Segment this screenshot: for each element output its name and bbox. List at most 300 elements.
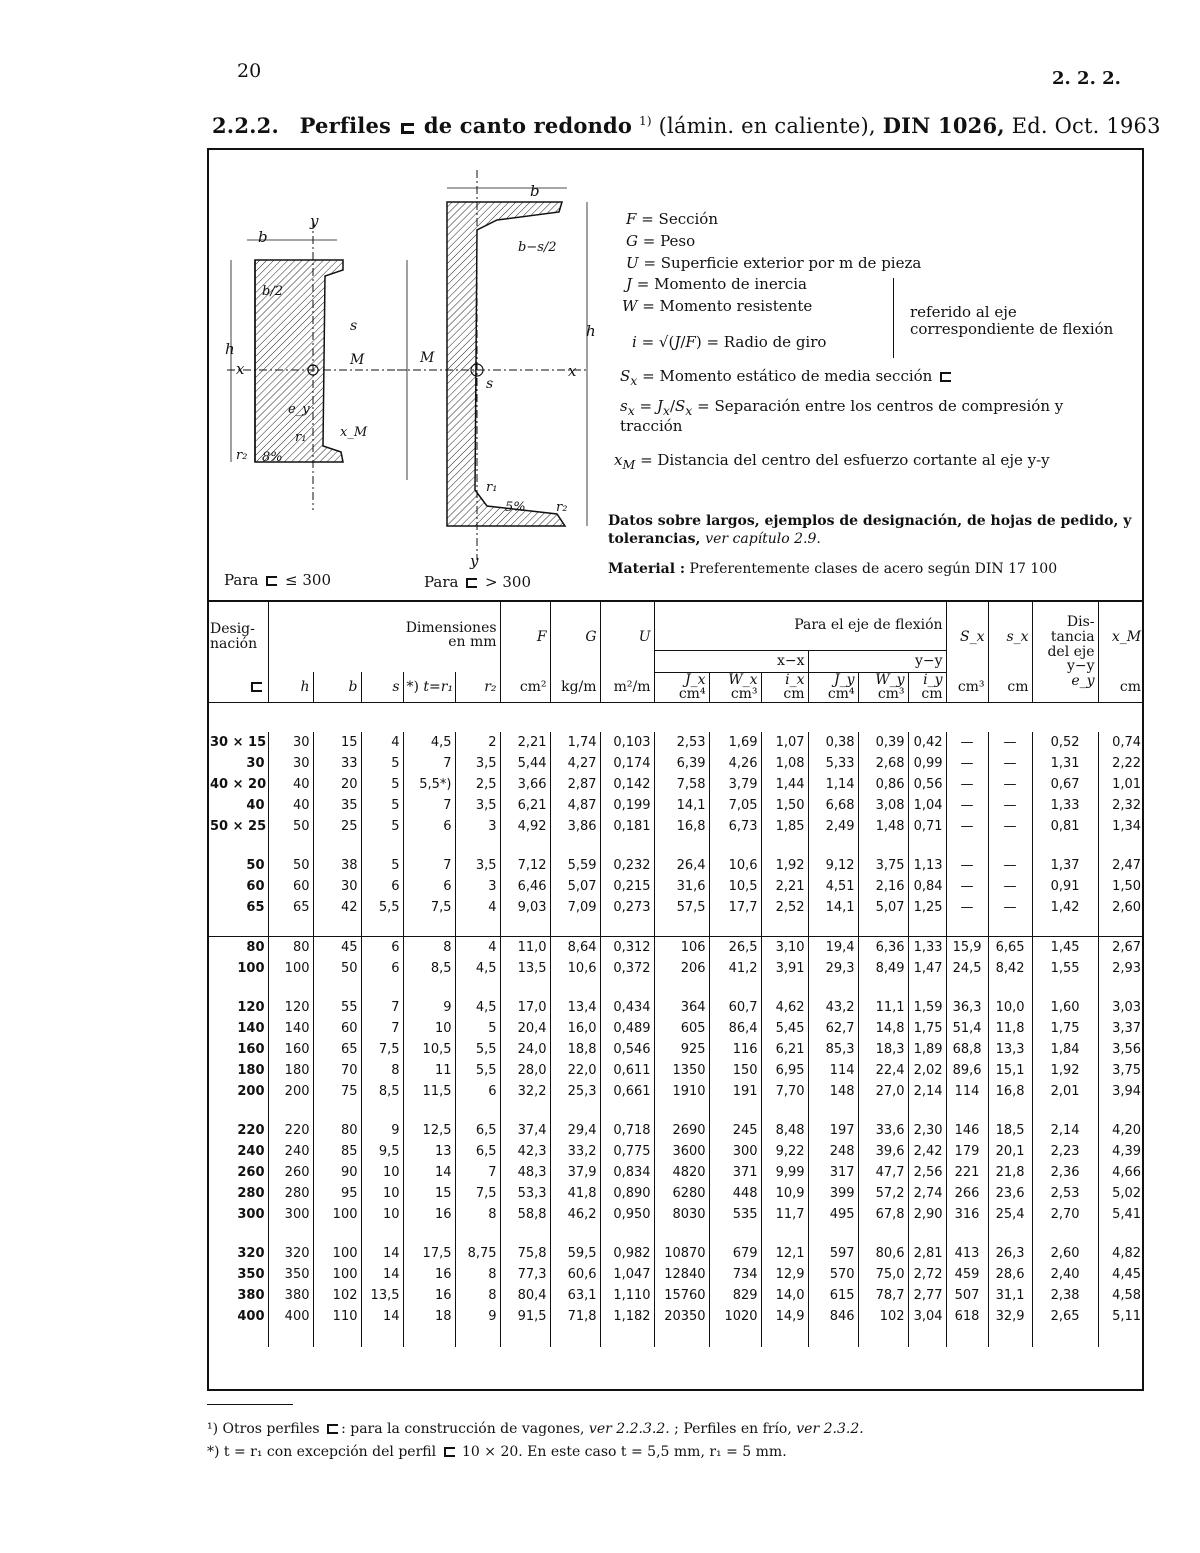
header-iy: i_y cm — [908, 672, 946, 702]
cell-h: 50 — [268, 816, 313, 837]
cell-U: 0,232 — [600, 855, 654, 876]
cell-Wx: 10,6 — [709, 855, 761, 876]
cell-b: 90 — [313, 1162, 361, 1183]
cell-h: 240 — [268, 1141, 313, 1162]
cell-ey: 2,53 — [1032, 1183, 1098, 1204]
cell-sx: 8,42 — [988, 958, 1032, 979]
cell-xM: 2,32 — [1098, 795, 1144, 816]
cell-t: 15 — [403, 1183, 455, 1204]
cell-Wy: 18,3 — [858, 1039, 908, 1060]
cell-iy: 2,90 — [908, 1204, 946, 1225]
cell-r2: 5,5 — [455, 1060, 500, 1081]
table-row — [207, 1018, 1144, 1039]
cell-s: 14 — [361, 1306, 403, 1327]
cell-h: 160 — [268, 1039, 313, 1060]
cell-designation: 200 — [237, 1084, 265, 1100]
cell-h: 30 — [268, 732, 313, 753]
cell-s: 5 — [361, 795, 403, 816]
cell-s: 5,5 — [361, 897, 403, 918]
cell-Jx: 10870 — [654, 1243, 709, 1264]
table-row — [207, 1162, 1144, 1183]
cell-Sx: — — [946, 774, 988, 795]
cell-ix: 1,92 — [761, 855, 808, 876]
label-y-small: y — [310, 212, 319, 230]
cell-ix: 3,10 — [761, 937, 808, 959]
table-row — [207, 997, 1144, 1018]
header-distancia: Dis- tancia del eje y−y e_y — [1032, 602, 1098, 702]
group-spacer — [207, 1102, 1144, 1120]
cell-G: 2,87 — [550, 774, 600, 795]
cell-Jx: 925 — [654, 1039, 709, 1060]
cell-Jx: 6280 — [654, 1183, 709, 1204]
cell-Jx: 1910 — [654, 1081, 709, 1102]
header-Sx: S_x — [946, 602, 988, 672]
cell-t: 8,5 — [403, 958, 455, 979]
legend-datos: Datos sobre largos, ejemplos de designación, de hojas de pedido, y tolerancias, ver capítulo 2.9. — [608, 513, 1132, 547]
cell-t: 17,5 — [403, 1243, 455, 1264]
cell-G: 10,6 — [550, 958, 600, 979]
unit-xM: cm — [1098, 672, 1144, 702]
cell-G: 41,8 — [550, 1183, 600, 1204]
cell-Wy: 47,7 — [858, 1162, 908, 1183]
table-row — [207, 1204, 1144, 1225]
cell-F: 53,3 — [500, 1183, 550, 1204]
cell-Wx: 6,73 — [709, 816, 761, 837]
cell-ey: 2,38 — [1032, 1285, 1098, 1306]
cell-ey: 2,70 — [1032, 1204, 1098, 1225]
cell-iy: 2,42 — [908, 1141, 946, 1162]
cell-s: 14 — [361, 1264, 403, 1285]
cell-Wy: 3,75 — [858, 855, 908, 876]
cell-Jy: 14,1 — [808, 897, 858, 918]
cell-F: 20,4 — [500, 1018, 550, 1039]
cell-Wy: 0,86 — [858, 774, 908, 795]
cell-G: 13,4 — [550, 997, 600, 1018]
cell-t: 11 — [403, 1060, 455, 1081]
cell-sx: 32,9 — [988, 1306, 1032, 1327]
caption-large — [424, 573, 531, 591]
cell-Sx: 51,4 — [946, 1018, 988, 1039]
cell-s: 4 — [361, 732, 403, 753]
cell-Wx: 734 — [709, 1264, 761, 1285]
label-slope5: 5% — [505, 500, 526, 515]
cell-t: 18 — [403, 1306, 455, 1327]
caption-large-prefix: Para — [424, 573, 459, 591]
cell-ix: 9,22 — [761, 1141, 808, 1162]
cell-G: 16,0 — [550, 1018, 600, 1039]
label-m-small: M — [350, 352, 365, 368]
cell-h: 260 — [268, 1162, 313, 1183]
cell-Sx: 15,9 — [946, 937, 988, 959]
cell-xM: 4,39 — [1098, 1141, 1144, 1162]
cell-h: 280 — [268, 1183, 313, 1204]
cell-Jx: 31,6 — [654, 876, 709, 897]
cell-designation: 50 — [246, 858, 265, 874]
table-row — [207, 876, 1144, 897]
cell-ix: 8,48 — [761, 1120, 808, 1141]
cell-sx: — — [988, 774, 1032, 795]
cell-iy: 2,02 — [908, 1060, 946, 1081]
cell-iy: 0,71 — [908, 816, 946, 837]
cell-iy: 1,89 — [908, 1039, 946, 1060]
cell-F: 7,12 — [500, 855, 550, 876]
cell-iy: 3,04 — [908, 1306, 946, 1327]
label-x-small: x — [236, 360, 245, 378]
header-Jx: J_x cm⁴ — [654, 672, 709, 702]
cell-r2: 8,75 — [455, 1243, 500, 1264]
cell-Jx: 15760 — [654, 1285, 709, 1306]
cell-s: 10 — [361, 1183, 403, 1204]
cell-iy: 1,47 — [908, 958, 946, 979]
cell-Jx: 12840 — [654, 1264, 709, 1285]
cell-Wx: 535 — [709, 1204, 761, 1225]
cell-U: 0,215 — [600, 876, 654, 897]
cell-Sx: 316 — [946, 1204, 988, 1225]
cell-xM: 0,74 — [1098, 732, 1144, 753]
cell-Jy: 62,7 — [808, 1018, 858, 1039]
cell-Wy: 6,36 — [858, 937, 908, 959]
cell-F: 77,3 — [500, 1264, 550, 1285]
cell-s: 6 — [361, 958, 403, 979]
cell-F: 28,0 — [500, 1060, 550, 1081]
cell-Wx: 448 — [709, 1183, 761, 1204]
cell-Wy: 2,68 — [858, 753, 908, 774]
cell-iy: 2,74 — [908, 1183, 946, 1204]
cell-Jx: 8030 — [654, 1204, 709, 1225]
cell-t: 7 — [403, 855, 455, 876]
channel-icon — [266, 576, 277, 586]
cell-Wy: 75,0 — [858, 1264, 908, 1285]
cell-h: 120 — [268, 997, 313, 1018]
header-flexion: Para el eje de flexión — [654, 602, 946, 650]
title-edition: Ed. Oct. 1963 — [1011, 114, 1161, 138]
cell-sx: 10,0 — [988, 997, 1032, 1018]
cell-r2: 5 — [455, 1018, 500, 1039]
cell-Wx: 679 — [709, 1243, 761, 1264]
cell-b: 15 — [313, 732, 361, 753]
legend-datos-ref: ver capítulo 2.9. — [705, 530, 821, 547]
unit-Sx: cm³ — [946, 672, 988, 702]
cell-Jy: 29,3 — [808, 958, 858, 979]
cell-ix: 12,9 — [761, 1264, 808, 1285]
cell-ix: 7,70 — [761, 1081, 808, 1102]
cell-b: 42 — [313, 897, 361, 918]
cell-Wy: 14,8 — [858, 1018, 908, 1039]
cell-ix: 2,52 — [761, 897, 808, 918]
cell-b: 110 — [313, 1306, 361, 1327]
cell-G: 71,8 — [550, 1306, 600, 1327]
unit-U: m²/m — [600, 672, 654, 702]
cell-Jy: 4,51 — [808, 876, 858, 897]
cell-ey: 1,55 — [1032, 958, 1098, 979]
section-title — [212, 113, 1161, 138]
cell-xM: 5,02 — [1098, 1183, 1144, 1204]
header-xx: x−x — [654, 650, 808, 672]
cell-iy: 2,72 — [908, 1264, 946, 1285]
cell-U: 0,103 — [600, 732, 654, 753]
cell-r2: 7 — [455, 1162, 500, 1183]
cell-Wx: 26,5 — [709, 937, 761, 959]
unit-F: cm² — [500, 672, 550, 702]
table-row — [207, 1120, 1144, 1141]
cell-G: 5,59 — [550, 855, 600, 876]
cell-Jx: 3600 — [654, 1141, 709, 1162]
cell-Wx: 300 — [709, 1141, 761, 1162]
cell-sx: 13,3 — [988, 1039, 1032, 1060]
cell-Sx: 146 — [946, 1120, 988, 1141]
cell-Sx: 459 — [946, 1264, 988, 1285]
legend-sx: $s_x = J_x/S_x$ = Separación entre los centros de compresión y tracción — [620, 397, 1064, 436]
cell-t: 12,5 — [403, 1120, 455, 1141]
cell-iy: 1,33 — [908, 937, 946, 959]
cell-Sx: 89,6 — [946, 1060, 988, 1081]
cell-t: 8 — [403, 937, 455, 959]
cell-iy: 2,77 — [908, 1285, 946, 1306]
cell-F: 11,0 — [500, 937, 550, 959]
cell-r2: 8 — [455, 1285, 500, 1306]
label-b-large: b — [530, 182, 540, 200]
header-F: F — [500, 602, 550, 672]
cell-h: 80 — [268, 937, 313, 959]
cell-G: 7,09 — [550, 897, 600, 918]
cell-Wy: 0,39 — [858, 732, 908, 753]
cell-Jy: 197 — [808, 1120, 858, 1141]
group-spacer — [207, 837, 1144, 855]
caption-large-value: > 300 — [485, 573, 532, 591]
cell-ix: 1,08 — [761, 753, 808, 774]
header-Wy: W_y cm³ — [858, 672, 908, 702]
cell-h: 320 — [268, 1243, 313, 1264]
cell-h: 220 — [268, 1120, 313, 1141]
cell-iy: 1,25 — [908, 897, 946, 918]
cell-r2: 2,5 — [455, 774, 500, 795]
cell-Wx: 3,79 — [709, 774, 761, 795]
cell-U: 0,174 — [600, 753, 654, 774]
cell-xM: 2,93 — [1098, 958, 1144, 979]
cell-b: 100 — [313, 1243, 361, 1264]
cell-s: 13,5 — [361, 1285, 403, 1306]
group-spacer — [207, 1225, 1144, 1243]
cell-ix: 1,85 — [761, 816, 808, 837]
cell-h: 140 — [268, 1018, 313, 1039]
group-spacer — [207, 918, 1144, 937]
cell-Sx: 36,3 — [946, 997, 988, 1018]
cell-s: 5 — [361, 855, 403, 876]
cell-h: 50 — [268, 855, 313, 876]
table-row — [207, 1306, 1144, 1327]
label-r1-small: r₁ — [295, 430, 307, 445]
label-m-large: M — [420, 350, 435, 366]
cell-Sx: 413 — [946, 1243, 988, 1264]
table-row — [207, 1264, 1144, 1285]
cell-ix: 12,1 — [761, 1243, 808, 1264]
cell-xM: 3,03 — [1098, 997, 1144, 1018]
cell-Wx: 371 — [709, 1162, 761, 1183]
cell-Wx: 17,7 — [709, 897, 761, 918]
cell-G: 59,5 — [550, 1243, 600, 1264]
cell-xM: 3,56 — [1098, 1039, 1144, 1060]
cell-designation: 260 — [237, 1165, 265, 1181]
label-slope8: 8% — [262, 450, 283, 465]
cell-iy: 0,42 — [908, 732, 946, 753]
cell-U: 0,890 — [600, 1183, 654, 1204]
cell-xM: 1,34 — [1098, 816, 1144, 837]
cell-s: 5 — [361, 816, 403, 837]
cell-Jy: 19,4 — [808, 937, 858, 959]
cell-b: 35 — [313, 795, 361, 816]
cell-s: 9 — [361, 1120, 403, 1141]
cell-r2: 5,5 — [455, 1039, 500, 1060]
cell-designation: 380 — [237, 1288, 265, 1304]
cell-G: 3,86 — [550, 816, 600, 837]
cell-Sx: — — [946, 876, 988, 897]
cell-designation: 160 — [237, 1042, 265, 1058]
cell-ey: 1,45 — [1032, 937, 1098, 959]
cell-r2: 8 — [455, 1264, 500, 1285]
table-end-spacer — [207, 1327, 1144, 1347]
cell-U: 0,312 — [600, 937, 654, 959]
cell-Jy: 0,38 — [808, 732, 858, 753]
header-spacer-row — [207, 702, 1144, 732]
label-s-large: s — [486, 376, 494, 392]
cell-U: 1,047 — [600, 1264, 654, 1285]
cell-xM: 1,50 — [1098, 876, 1144, 897]
cell-Jy: 495 — [808, 1204, 858, 1225]
cell-G: 25,3 — [550, 1081, 600, 1102]
cell-designation: 40 × 20 — [210, 777, 267, 793]
cell-b: 65 — [313, 1039, 361, 1060]
cell-U: 0,273 — [600, 897, 654, 918]
cell-iy: 2,30 — [908, 1120, 946, 1141]
cell-U: 1,182 — [600, 1306, 654, 1327]
cell-ix: 9,99 — [761, 1162, 808, 1183]
cell-b: 60 — [313, 1018, 361, 1039]
cell-b: 102 — [313, 1285, 361, 1306]
cell-t: 16 — [403, 1204, 455, 1225]
cell-r2: 3 — [455, 876, 500, 897]
cell-designation: 300 — [237, 1207, 265, 1223]
cell-G: 18,8 — [550, 1039, 600, 1060]
cell-Wy: 67,8 — [858, 1204, 908, 1225]
cell-h: 40 — [268, 774, 313, 795]
cell-t: 11,5 — [403, 1081, 455, 1102]
header-G: G — [550, 602, 600, 672]
header-designacion: Desig- nación — [210, 621, 258, 652]
group-spacer — [207, 979, 1144, 997]
header-Jy: J_y cm⁴ — [808, 672, 858, 702]
cell-b: 100 — [313, 1264, 361, 1285]
cell-sx: — — [988, 855, 1032, 876]
table-header — [207, 602, 1144, 732]
table-row — [207, 1081, 1144, 1102]
cell-G: 37,9 — [550, 1162, 600, 1183]
cell-G: 8,64 — [550, 937, 600, 959]
title-number: 2.2.2. — [212, 113, 279, 138]
label-y-large: y — [470, 552, 479, 570]
cell-G: 22,0 — [550, 1060, 600, 1081]
cell-ey: 1,75 — [1032, 1018, 1098, 1039]
cell-r2: 4,5 — [455, 958, 500, 979]
cell-ey: 2,40 — [1032, 1264, 1098, 1285]
cell-b: 25 — [313, 816, 361, 837]
cell-ey: 0,91 — [1032, 876, 1098, 897]
cell-F: 9,03 — [500, 897, 550, 918]
table-row — [207, 774, 1144, 795]
cell-U: 0,434 — [600, 997, 654, 1018]
cell-F: 6,46 — [500, 876, 550, 897]
cell-b: 45 — [313, 937, 361, 959]
cell-ix: 1,07 — [761, 732, 808, 753]
cell-b: 100 — [313, 1204, 361, 1225]
cell-G: 60,6 — [550, 1264, 600, 1285]
caption-small-value: ≤ 300 — [285, 571, 332, 589]
cell-U: 0,489 — [600, 1018, 654, 1039]
cell-Sx: — — [946, 795, 988, 816]
cell-ix: 5,45 — [761, 1018, 808, 1039]
cell-r2: 3,5 — [455, 795, 500, 816]
page-number: 20 — [237, 60, 262, 82]
cell-ix: 4,62 — [761, 997, 808, 1018]
cell-G: 46,2 — [550, 1204, 600, 1225]
cell-b: 30 — [313, 876, 361, 897]
cell-F: 75,8 — [500, 1243, 550, 1264]
cell-xM: 1,01 — [1098, 774, 1144, 795]
cell-xM: 3,94 — [1098, 1081, 1144, 1102]
cell-xM: 4,45 — [1098, 1264, 1144, 1285]
cell-Sx: 266 — [946, 1183, 988, 1204]
cell-s: 8,5 — [361, 1081, 403, 1102]
cell-r2: 4 — [455, 937, 500, 959]
cell-Wx: 4,26 — [709, 753, 761, 774]
header-dimensiones: Dimensiones en mm — [268, 602, 500, 650]
cell-Sx: 114 — [946, 1081, 988, 1102]
cell-iy: 0,84 — [908, 876, 946, 897]
cell-sx: 6,65 — [988, 937, 1032, 959]
channel-profile-icon — [401, 123, 414, 134]
cell-Jx: 14,1 — [654, 795, 709, 816]
cell-ey: 1,33 — [1032, 795, 1098, 816]
cell-sx: — — [988, 795, 1032, 816]
cell-Jy: 148 — [808, 1081, 858, 1102]
legend-Sx: $S_x$ = Momento estático de media sección — [620, 368, 954, 388]
label-r2-small: r₂ — [236, 448, 248, 463]
cell-ey: 2,01 — [1032, 1081, 1098, 1102]
cell-ix: 6,21 — [761, 1039, 808, 1060]
cell-F: 80,4 — [500, 1285, 550, 1306]
cell-Jx: 20350 — [654, 1306, 709, 1327]
header-t: *) t=r₁ — [403, 672, 455, 702]
label-r1-large: r₁ — [486, 480, 498, 495]
cell-b: 95 — [313, 1183, 361, 1204]
cell-Wx: 245 — [709, 1120, 761, 1141]
title-din: DIN 1026, — [882, 113, 1005, 138]
cell-designation: 400 — [237, 1309, 265, 1325]
cell-Jy: 6,68 — [808, 795, 858, 816]
cell-F: 58,8 — [500, 1204, 550, 1225]
cell-sx: 11,8 — [988, 1018, 1032, 1039]
cell-sx: 21,8 — [988, 1162, 1032, 1183]
legend-J: J = Momento de inercia — [626, 275, 808, 293]
cell-Wx: 41,2 — [709, 958, 761, 979]
header-sx: s_x — [988, 602, 1032, 672]
cell-sx: 15,1 — [988, 1060, 1032, 1081]
cell-Sx: 221 — [946, 1162, 988, 1183]
cell-F: 13,5 — [500, 958, 550, 979]
legend-brace-text: referido al eje correspondiente de flexión — [910, 303, 1114, 339]
cell-Jx: 57,5 — [654, 897, 709, 918]
cell-designation: 100 — [237, 961, 265, 977]
cell-iy: 2,14 — [908, 1081, 946, 1102]
